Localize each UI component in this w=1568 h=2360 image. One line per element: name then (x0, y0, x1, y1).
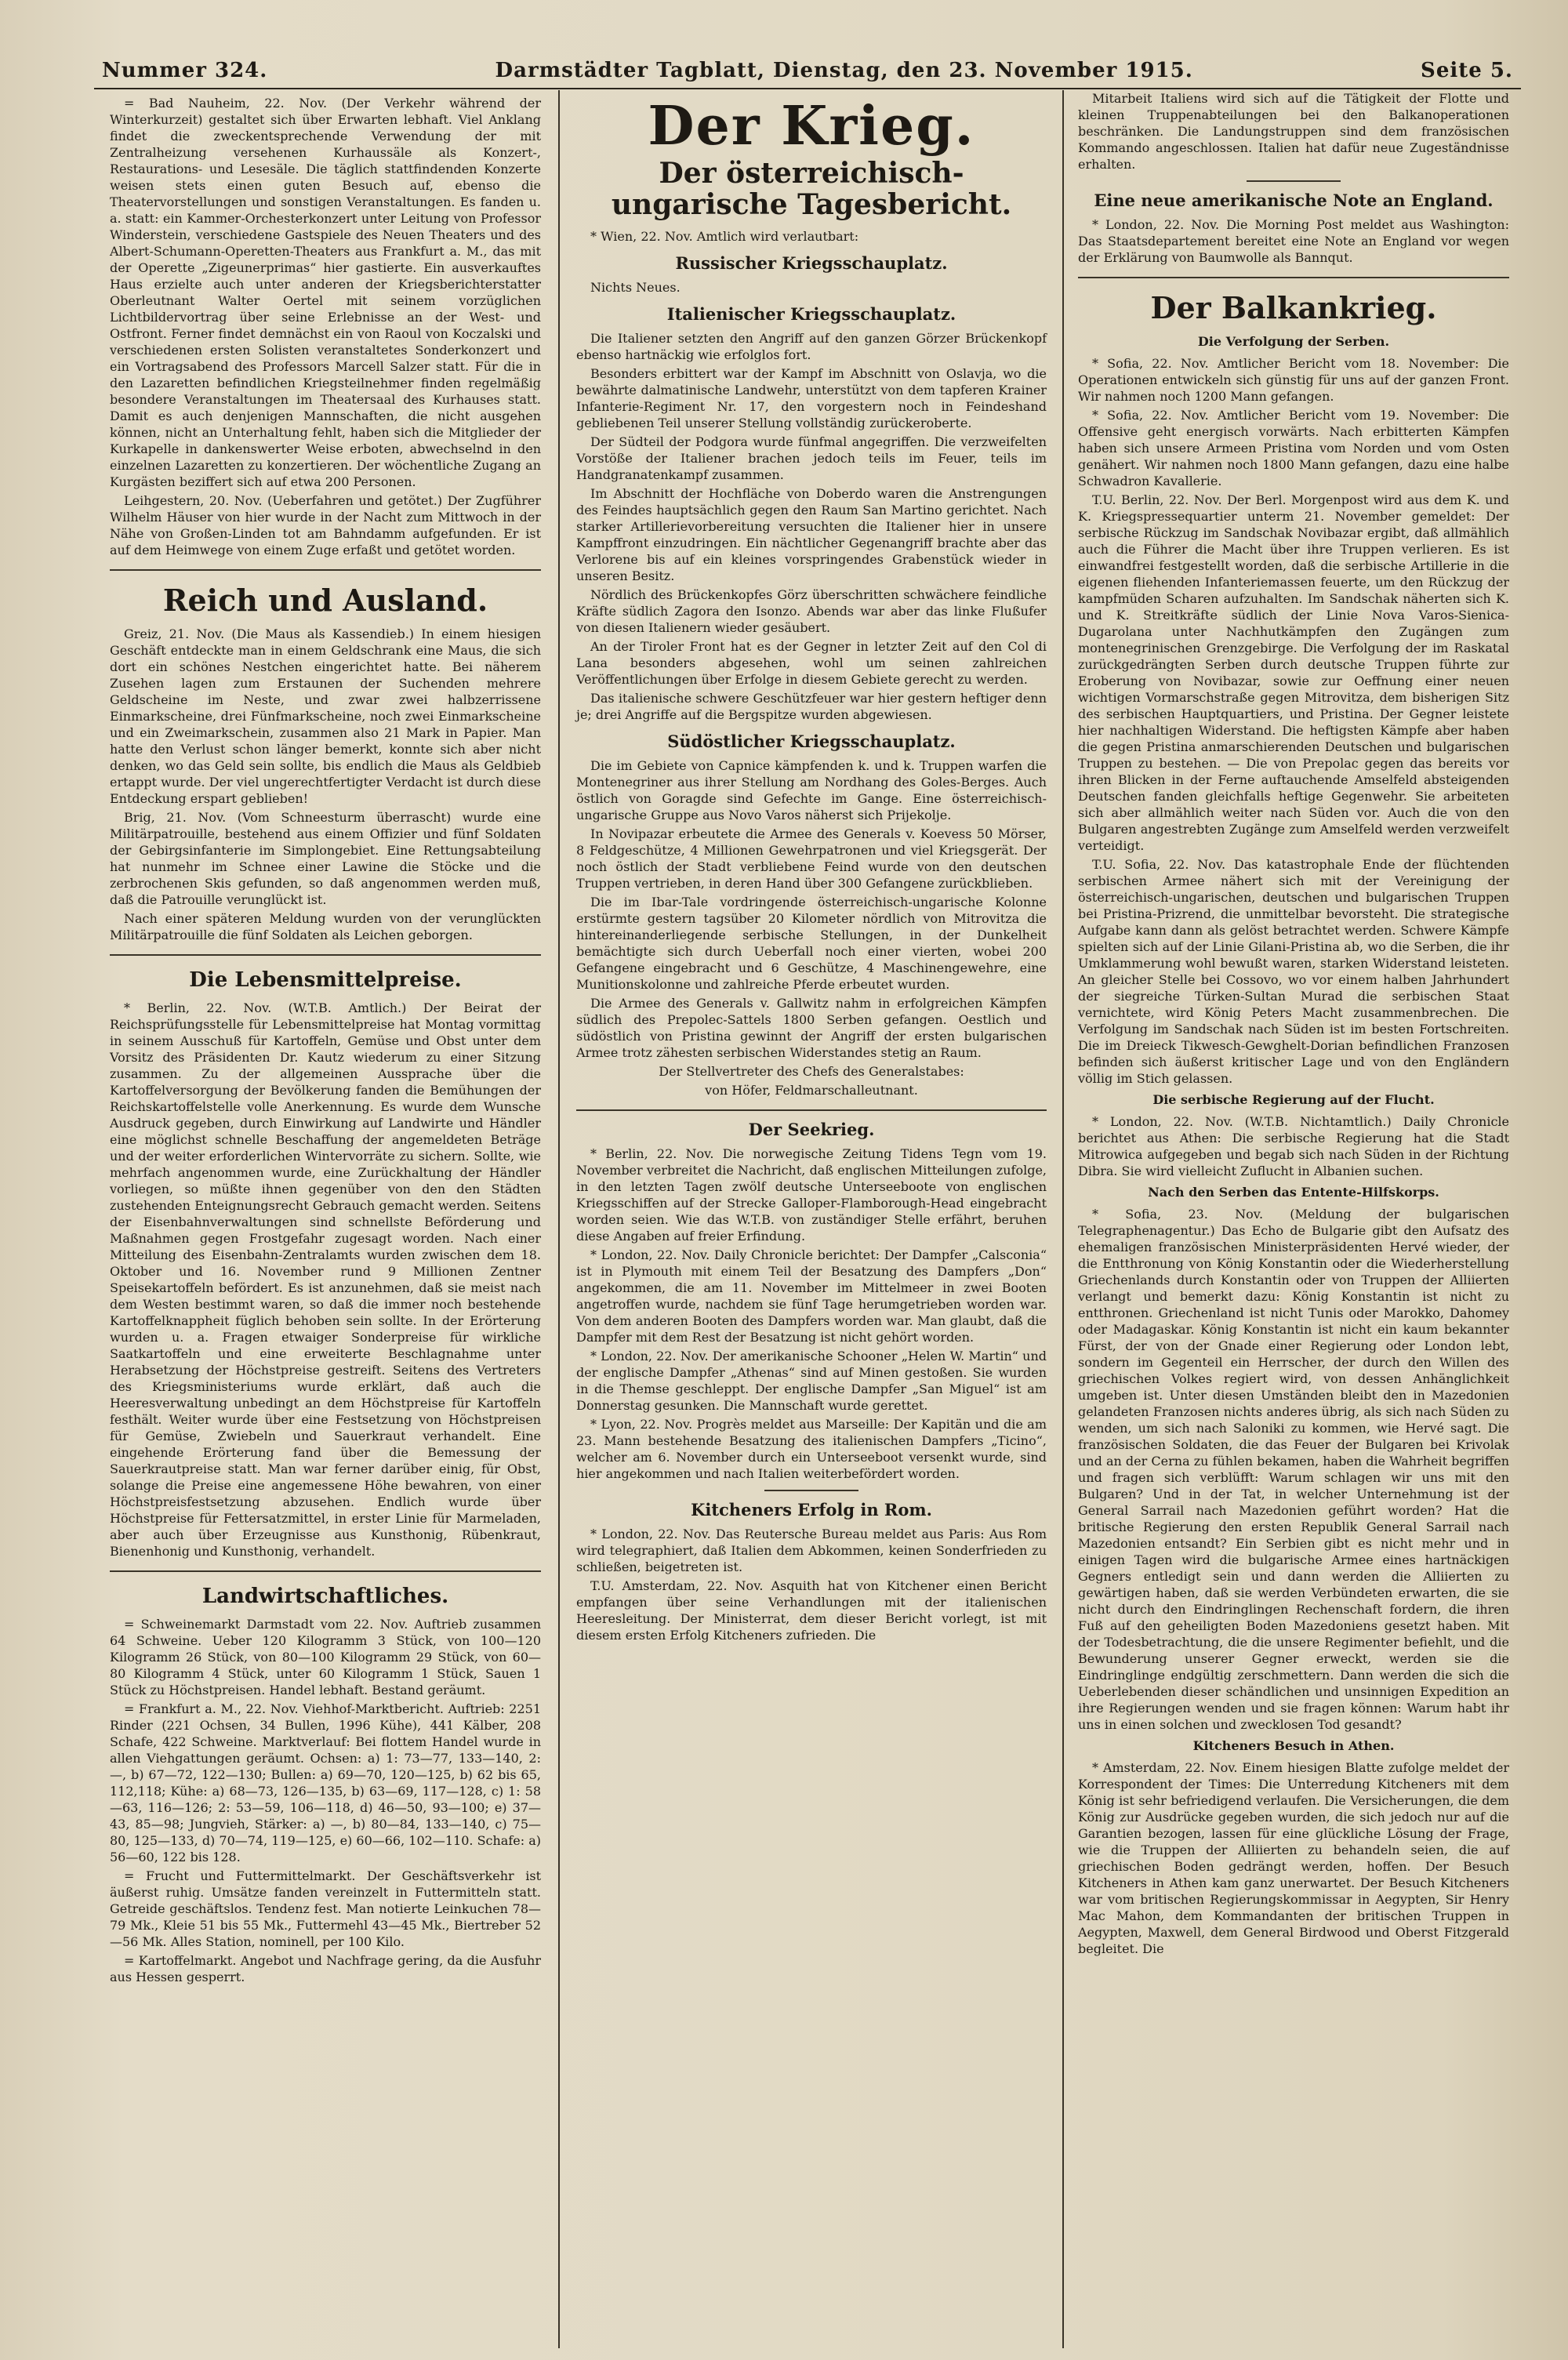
article-paragraph: * Sofia, 22. Nov. Amtlicher Bericht vom 19. November: Die Offensive geht energisch vorwärts. Nach erbitterten Kämpfen haben sich unsere Armeen Pristina vom Norden und vom Osten genähert. Wir nahmen noch 1800 Mann gefangen, dazu eine halbe Schwadron Kavallerie. (1078, 408, 1509, 488)
section-heading: Die Lebensmittelpreise. (189, 968, 462, 992)
section-divider (1078, 277, 1509, 278)
article-paragraph: Die Armee des Generals v. Gallwitz nahm in erfolgreichen Kämpfen südlich des Prepolec-Sattels 1800 Serben gefangen. Oestlich und südöstlich von Pristina gewinnt der Angriff der ersten bulgarischen Armee trotz zähesten serbischen Widerstandes stetig an Raum. (576, 996, 1047, 1060)
column-divider (558, 90, 560, 2348)
article-paragraph: * London, 22. Nov. (W.T.B. Nichtamtlich.) Daily Chronicle berichtet aus Athen: Die serbische Regierung hat die Stadt Mitrowica aufgegeben und begab sich nach Süden in der Richtung Dibra. Sie wird vielleicht Zuflucht in Albanien suchen. (1078, 1114, 1509, 1178)
article-paragraph: * London, 22. Nov. Daily Chronicle berichtet: Der Dampfer „Calsconia“ ist in Plymouth mit einem Teil der Besatzung des Dampfers „Don“ angekommen, die am 11. November im Mittelmeer in zwei Booten angetroffen wurde, nachdem sie fünf Tage herumgetrieben worden war. Von dem anderen Booten des Dampfers worden war. Man glaubt, daß die Dampfer mit dem Rest der Besatzung ist nicht gehört worden. (576, 1247, 1047, 1345)
article-paragraph: Das italienische schwere Geschützfeuer war hier gestern heftiger denn je; drei Angriffe auf die Bergspitze wurden abgewiesen. (576, 691, 1047, 722)
signature-line: von Höfer, Feldmarschalleutnant. (705, 1083, 918, 1098)
column-divider (1062, 90, 1064, 2348)
page-number: Seite 5. (1421, 59, 1513, 82)
subsection-heading: Italienischer Kriegsschauplatz. (666, 304, 956, 324)
article-paragraph: = Frankfurt a. M., 22. Nov. Viehhof-Marktbericht. Auftrieb: 2251 Rinder (221 Ochsen, 34 Bullen, 1996 Kühe), 441 Kälber, 208 Schafe, 422 Schweine. Marktverlauf: Bei flottem Handel wurde in allen Viehgattungen geräumt. Ochsen: a) 1: 73—77, 133—140, 2: —, b) 67—72, 122—130; Bullen: a) 69—70, 120—125, b) 62 bis 65, 112,118; Kühe: a) 68—73, 126—135, b) 63—69, 117—128, c) 1: 58—63, 116—126; 2: 53—59, 106—118, d) 46—50, 93—100; e) 37—43, 85—98; Jungvieh, Stärker: a) —, b) 80—84, 133—140, c) 75—80, 125—133, d) 70—74, 119—125, e) 60—66, 102—110. Schafe: a) 56—60, 122 bis 128. (110, 1701, 541, 1864)
sub-headline: Der österreichisch-ungarische Tagesbericht. (611, 157, 1012, 221)
article-paragraph: * Sofia, 23. Nov. (Meldung der bulgarischen Telegraphenagentur.) Das Echo de Bulgarie gibt den Aufsatz des ehemaligen französischen Ministerpräsidenten Hervé wieder, der die Entthronung von König Konstantin oder die Wiederherstellung Griechenlands durch Konstantin oder von Truppen der Alliierten verlangt und bemerkt dazu: König Konstantin ist nicht zu entthronen. Griechenland ist nicht Tunis oder Marokko, Dahomey oder Madagaskar. König Konstantin ist nicht ein kaum bekannter Fürst, der von der Gnade einer Regierung oder London lebt, sondern im Gegenteil ein Herrscher, der durch den Willen des griechischen Volkes regiert wird, von dessen Anhänglichkeit umgeben ist. Unter diesen Umständen bleibt den in Mazedonien gelandeten Franzosen nichts anderes übrig, als sich nach Süden zu wenden, um sich nach Saloniki zu kommen, wie Hervé sagt. Die französischen Soldaten, die das Feuer der Bulgaren bei Krivolak und an der Cerna zu fühlen bekamen, haben die Wahrheit begriffen und fragen sich verblüfft: Warum schlagen wir uns mit den Bulgaren? Und in der Tat, in welcher Unternehmung ist der General Sarrail nach Mazedonien geführt worden? Hat die britische Regierung den ersten Republik General Sarrail nach Mazedonien entsandt? Ein Serbien gibt es nicht mehr und in einigen Tagen wird die bulgarische Armee eines hartnäckigen Gegners entledigt sein und dann werden die Alliierten zu gewärtigen haben, daß sie werden Verbündeten erwarten, die sie nicht durch den Eindringlingen Rechenschaft fordern, die ihren Fuß auf den geheiligten Boden Mazedoniens gesetzt haben. Mit der Todesbetrachtung, die die unsere Regimenter befiehlt, und die Bewunderung unserer Gegner erweckt, werden sie die Eindringlinge endgültig zerschmettern. Dann werden die sich die Ueberlebenden dieser schändlichen und unsinnigen Expedition an ihre Regierungen wenden und sie fragen können: Warum habt ihr uns in einen solchen und zwecklosen Tod gesandt? (1078, 1207, 1509, 1732)
masthead (102, 55, 1513, 86)
masthead-rule (94, 88, 1521, 89)
article-paragraph: T.U. Amsterdam, 22. Nov. Asquith hat von Kitchener einen Bericht empfangen über seine Verhandlungen mit der italienischen Heeresleitung. Der Ministerrat, dem dieser Bericht vorlegt, ist mit diesem ersten Erfolg Kitcheners zufrieden. Die (576, 1578, 1047, 1643)
article-paragraph: Besonders erbittert war der Kampf im Abschnitt von Oslavja, wo die bewährte dalmatinische Landwehr, unterstützt von dem tapferen Krainer Infanterie-Regiment Nr. 17, den vorgestern noch in Feindeshand gebliebenen Teil unserer Stellung vollständig zurückeroberte. (576, 366, 1047, 430)
section-heading: Landwirtschaftliches. (201, 1585, 449, 1608)
article-paragraph: T.U. Berlin, 22. Nov. Der Berl. Morgenpost wird aus dem K. und K. Kriegspressequartier unterm 21. November gemeldet: Der serbische Rückzug im Sandschak Novibazar ergibt, daß allmählich auch die Führer die Macht über ihre Truppen verlieren. Es ist einwandfrei festgestellt worden, daß die serbische Artillerie in die eigenen fliehenden Infanteriemassen feuerte, um den Rückzug der kampfmüden Scharen aufzuhalten. Im Sandschak näherten sich K. und K. Streitkräfte südlich der Linie Nova Varos-Sienica-Dugarolana unter Nachhutkämpfen den Zugängen zum montenegrinischen Grenzgebirge. Die Verfolgung der im Raskatal zurückgedrängten Serben durch deutsche Truppen führte zur Eroberung von Novibazar, sowie zur Oeffnung einer neuen wichtigen Vormarschstraße gegen Mitrovitza, dem bisherigen Sitz des serbischen Hauptquartiers, und Pristina. Der Gegner leistete hier nachhaltigen Widerstand. Die heftigsten Kämpfe aber haben die gegen Pristina anmarschierenden Deutschen und bulgarischen Truppen zu bestehen. — Die von Prepolac gegen das bereits vor ihren Blicken in der Ferne auftauchende Amselfeld absteigenden Deutschen fanden gleichfalls heftige Gegenwehr. Sie arbeiteten sich aber allmählich weiter nach Süden vor. Auch die von den Bulgaren angestrebten Zugänge zum Amselfeld werden verzweifelt verteidigt. (1078, 492, 1509, 853)
article-paragraph: Greiz, 21. Nov. (Die Maus als Kassendieb.) In einem hiesigen Geschäft entdeckte man in einem Geldschrank eine Maus, die sich dort ein schönes Nestchen eingerichtet hatte. Bei näherem Zusehen lagen zum Erstaunen der Suchenden mehrere Geldscheine im Neste, und zwar zwei halbzerrissene Einmarkscheine, drei Fünfmarkscheine, noch zwei Einmarkscheine und ein Zweimarkschein, zusammen also 21 Mark in Papier. Man hatte den Verlust schon länger bemerkt, konnte sich aber nicht denken, wo das Geld sein sollte, bis endlich die Maus als Geldbieb ertappt wurde. Der viel ungerechtfertigter Verdacht ist durch diese Entdeckung erspart geblieben! (110, 626, 541, 806)
newspaper-title: Darmstädter Tagblatt, Dienstag, den 23. November 1915. (495, 59, 1193, 82)
article-paragraph: * London, 22. Nov. Der amerikanische Schooner „Helen W. Martin“ und der englische Dampfer „Athenas“ sind auf Minen gestoßen. Sie wurden in die Themse geschleppt. Der englische Dampfer „San Miguel“ ist am Donnerstag gesunken. Die Mannschaft wurde gerettet. (576, 1349, 1047, 1413)
article-paragraph: * Amsterdam, 22. Nov. Einem hiesigen Blatte zufolge meldet der Korrespondent der Times: Die Unterredung Kitcheners mit dem König ist sehr befriedigend verlaufen. Die Versicherungen, die dem König zur Ausdrücke gegeben wurden, die sich jedoch nur auf die Garantien bezogen, lassen für eine glückliche Lösung der Frage, wie die Truppen der Alliierten zu behandeln seien, die auf griechischen Boden gedrängt werden, hoffen. Der Besuch Kitcheners in Athen kam ganz unerwartet. Der Besuch Kitcheners war vom britischen Regierungskommissar in Aegypten, Sir Henry Mac Mahon, dem Kommandanten der britischen Truppen in Aegypten, Maxwell, dem General Birdwood und Oberst Fitzgerald begleitet. Die (1078, 1760, 1509, 1956)
article-paragraph: Die im Ibar-Tale vordringende österreichisch-ungarische Kolonne erstürmte gestern tagsüber 20 Kilometer nördlich von Mitrovitza die hintereinanderliegende serbische Stellungen, in der Dunkelheit bemächtigte sich durch Ueberfall noch einer vierten, wobei 200 Gefangene eingebracht und 6 Geschütze, 4 Maschinengewehre, eine Munitionskolonne und zahlreiche Pferde erbeutet wurden. (576, 895, 1047, 992)
article-paragraph: * Lyon, 22. Nov. Progrès meldet aus Marseille: Der Kapitän und die am 23. Mann bestehende Besatzung des italienischen Dampfers „Ticino“, welcher am 6. November durch ein Unterseeboot versenkt wurde, sind hier angekommen und nach Italien weiterbefördert worden. (576, 1417, 1047, 1481)
subsection-heading: Südöstlicher Kriegsschauplatz. (667, 732, 956, 751)
article-paragraph: * Berlin, 22. Nov. Die norwegische Zeitung Tidens Tegn vom 19. November verbreitet die Nachricht, daß englischen Mitteilungen zufolge, in den letzten Tagen zwölf deutsche Unterseeboote von englischen Kriegsschiffen auf der Strecke Galloper-Flamborough-Head eingebracht worden seien. Wie das W.T.B. von zuständiger Stelle erfährt, beruhen diese Angaben auf freier Erfindung. (576, 1146, 1047, 1244)
article-paragraph: Die Italiener setzten den Angriff auf den ganzen Görzer Brückenkopf ebenso hartnäckig wie erfolglos fort. (576, 331, 1047, 362)
section-heading: Der Balkankrieg. (1150, 290, 1437, 325)
column-left (110, 90, 541, 1988)
column-right (1078, 90, 1509, 1959)
section-divider (764, 1490, 858, 1491)
article-paragraph: Die im Gebiete von Capnice kämpfenden k. und k. Truppen warfen die Montenegriner aus ihrer Stellung am Nordhang des Goles-Berges. Auch östlich von Goragde sind Gefechte im Gange. Eine österreichisch-ungarische Gruppe aus Novo Varos näherst sich Prijekolje. (576, 758, 1047, 822)
subsection-heading: Die serbische Regierung auf der Flucht. (1152, 1092, 1435, 1107)
section-divider (576, 1109, 1047, 1111)
article-paragraph: Mitarbeit Italiens wird sich auf die Tätigkeit der Flotte und kleinen Truppenabteilungen bei den Balkanoperationen beschränken. Die Landungstruppen sind dem französischen Kommando angeschlossen. Italien hat dafür neue Zugeständnisse erhalten. (1078, 91, 1509, 172)
article-bad-nauheim (110, 95, 541, 558)
article-paragraph: Nach einer späteren Meldung wurden von der verunglückten Militärpatrouille die fünf Soldaten als Leichen geborgen. (110, 911, 541, 942)
article-paragraph: = Kartoffelmarkt. Angebot und Nachfrage gering, da die Ausfuhr aus Hessen gesperrt. (110, 1953, 541, 1984)
subsection-heading: Nach den Serben das Entente-Hilfskorps. (1148, 1185, 1439, 1200)
article-paragraph: Nördlich des Brückenkopfes Görz überschritten schwächere feindliche Kräfte südlich Zagora den Isonzo. Abends war aber das linke Flußufer von diesen Italienern wieder gesäubert. (576, 587, 1047, 635)
column-middle (576, 90, 1047, 1646)
section-divider (110, 569, 541, 571)
main-headline: Der Krieg. (648, 95, 975, 158)
article-paragraph: = Schweinemarkt Darmstadt vom 22. Nov. Auftrieb zusammen 64 Schweine. Ueber 120 Kilogramm 3 Stück, von 100—120 Kilogramm 26 Stück, von 80—100 Kilogramm 29 Stück, von 60—80 Kilogramm 4 Stück, unter 60 Kilogramm 1 Stück, Sauen 1 Stück zu Höchstpreisen. Handel lebhaft. Bestand geräumt. (110, 1617, 541, 1697)
section-heading: Reich und Ausland. (162, 583, 488, 618)
section-heading: Kitcheners Erfolg in Rom. (691, 1500, 932, 1519)
article-paragraph: Leihgestern, 20. Nov. (Ueberfahren und getötet.) Der Zugführer Wilhelm Häuser von hier wurde in der Nacht zum Mittwoch in der Nähe von Großen-Linden tot am Bahndamm aufgefunden. Er ist auf dem Heimwege von einem Zuge erfaßt und getötet worden. (110, 493, 541, 557)
article-paragraph: Der Südteil der Podgora wurde fünfmal angegriffen. Die verzweifelten Vorstöße der Italiener brachen jedoch teils im Feuer, teils im Handgranatenkampf zusammen. (576, 434, 1047, 482)
article-paragraph: * London, 22. Nov. Die Morning Post meldet aus Washington: Das Staatsdepartement bereitet eine Note an England vor wegen der Erklärung von Baumwolle als Bannqut. (1078, 217, 1509, 265)
article-paragraph: An der Tiroler Front hat es der Gegner in letzter Zeit auf den Col di Lana besonders abgesehen, wohl um seinen zahlreichen Veröffentlichungen über Erfolge in diesem Gebiete gerecht zu werden. (576, 639, 1047, 687)
article-paragraph: Im Abschnitt der Hochfläche von Doberdo waren die Anstrengungen des Feindes hauptsächlich gegen den Raum San Martino gerichtet. Nach starker Artillerievorbereitung versuchten die Italiener hier in unsere Kampffront einzudringen. Ein nächtlicher Gegenangriff brachte aber das Verlorene bis auf ein kleines vorspringendes Grabenstück wieder in unseren Besitz. (576, 486, 1047, 583)
section-divider (1247, 180, 1341, 182)
signature-line: Der Stellvertreter des Chefs des Generalstabes: (659, 1064, 964, 1079)
dateline: * Wien, 22. Nov. Amtlich wird verlautbart: (590, 229, 859, 244)
section-divider (110, 954, 541, 956)
article-paragraph: * London, 22. Nov. Das Reutersche Bureau meldet aus Paris: Aus Rom wird telegraphiert, daß Italien dem Abkommen, keinen Sonderfrieden zu schließen, beigetreten ist. (576, 1527, 1047, 1574)
section-heading: Der Seekrieg. (748, 1120, 875, 1139)
issue-number: Nummer 324. (102, 59, 268, 82)
article-paragraph: In Novipazar erbeutete die Armee des Generals v. Koevess 50 Mörser, 8 Feldgeschütze, 4 Millionen Gewehrpatronen und viel Kriegsgerät. Der noch östlich der Stadt verbliebene Feind wurde von den deutschen Truppen vertrieben, in deren Hand über 300 Gefangene zurückblieben. (576, 826, 1047, 891)
article-paragraph: = Bad Nauheim, 22. Nov. (Der Verkehr während der Winterkurzeit) gestaltet sich über Erwarten lebhaft. Viel Anklang findet die zweckentsprechende Verwendung der mit Zentralheizung versehenen Kurhaussäle als Konzert-, Restaurations- und Lesesäle. Die täglich stattfindenden Konzerte weisen stets einen guten Besuch auf, ebenso die Theatervorstellungen und sonstigen Veranstaltungen. Es fanden u. a. statt: ein Kammer-Orchesterkonzert unter Leitung von Professor Winderstein, verschiedene Gastspiele des Neuen Theaters und des Albert-Schumann-Operetten-Theaters aus Frankfurt a. M., das mit der Operette „Zigeunerprimas“ hier gastierte. Ein ausverkauftes Haus erzielte auch unter anderen der Kriegsberichterstatter Oberleutnant Walter Oertel mit seinem vorzüglichen Lichtbildervortrag über seine Erlebnisse an der West- und Ostfront. Ferner findet demnächst ein von Raoul von Koczalski und verschiedenen ersten Solisten veranstaltetes Sonderkonzert und ein Vortragsabend des Professors Marcell Salzer statt. Für die in den Lazaretten befindlichen Kriegsteilnehmer finden regelmäßig besondere Veranstaltungen im Theatersaal des Kurhauses statt. Damit es auch denjenigen Mannschaften, die nicht ausgehen können, nicht an Unterhaltung fehlt, haben sich die Mitglieder der Kurkapelle in dankenswerter Weise erboten, abwechselnd in den einzelnen Lazaretten zu konzertieren. Der wöchentliche Zugang an Kurgästen beziffert sich auf etwa 200 Personen. (110, 96, 541, 489)
subsection-heading: Die Verfolgung der Serben. (1197, 334, 1390, 349)
article-paragraph: * Berlin, 22. Nov. (W.T.B. Amtlich.) Der Beirat der Reichsprüfungsstelle für Lebensmittelpreise hat Montag vormittag in seinem Ausschuß für Kartoffeln, Gemüse und Obst unter dem Vorsitz des Präsidenten Dr. Kautz wiederum zu einer Sitzung zusammen. Zu der allgemeinen Aussprache über die Kartoffelversorgung der Bevölkerung fanden die Bemühungen der Reichskartoffelstelle volle Anerkennung. Es wurde dem Wunsche Ausdruck gegeben, durch Einwirkung auf Landwirte und Händler eine möglichst schnelle Beschaffung der angemeldeten Beträge und der weiter erforderlichen Wintervorräte zu sichern. Sollte, wie mehrfach angenommen wurde, eine Zurückhaltung der Händler vorliegen, so müßte ihnen gegenüber von den den Städten zustehenden Enteignungsrecht Gebrauch gemacht werden. Seitens der Eisenbahnverwaltungen sind schnellste Beförderung und Maßnahmen gegen Frostgefahr zugesagt worden. Nach einer Mitteilung des Eisenbahn-Zentralamts wurden zwischen dem 18. Oktober und 16. November rund 9 Millionen Zentner Speisekartoffeln befördert. Es ist anzunehmen, daß sie meist nach dem Westen bestimmt waren, so daß die immer noch bestehende Kartoffelknappheit füglich behoben sein sollte. In der Erörterung wurden u. a. Fragen etwaiger Sonderpreise für wirkliche Saatkartoffeln und eine erweiterte Beschlagnahme unter Herabsetzung der Höchstpreise gestreift. Seitens des Vertreters des Kriegsministeriums wurde erklärt, daß auch die Heeresverwaltung unbedingt an dem Höchstpreise für Kartoffeln festhält. Weiter wurde über eine Festsetzung von Höchstpreisen für Gemüse, Zwiebeln und Sauerkraut verhandelt. Eine eingehende Erörterung fand über die Bemessung der Sauerkrautpreise statt. Man war ferner darüber einig, für Obst, solange die Preise eine angemessene Höhe bewahren, von einer Höchstpreisfestsetzung abzusehen. Endlich wurde über Höchstpreise für Fettersatzmittel, in erster Linie für Marmeladen, aber auch über Erzeugnisse aus Kunsthonig, Rübenkraut, Bienenhonig und Kunsthonig, verhandelt. (110, 1000, 541, 1559)
subsection-heading: Kitcheners Besuch in Athen. (1192, 1738, 1395, 1753)
subsection-heading: Russischer Kriegsschauplatz. (675, 253, 948, 273)
article-paragraph: Brig, 21. Nov. (Vom Schneesturm überrascht) wurde eine Militärpatrouille, bestehend aus einem Offizier und fünf Soldaten der Gebirgsinfanterie im Simplongebiet. Eine Rettungsabteilung hat nunmehr im Schnee einer Lawine die Stöcke und die zerbrochenen Skis gefunden, so daß angenommen werden muß, daß die Patrouille verunglückt ist. (110, 810, 541, 907)
section-divider (110, 1570, 541, 1572)
article-paragraph: * Sofia, 22. Nov. Amtlicher Bericht vom 18. November: Die Operationen entwickeln sich günstig für uns auf der ganzen Front. Wir nahmen noch 1200 Mann gefangen. (1078, 356, 1509, 404)
section-heading: Eine neue amerikanische Note an England. (1094, 191, 1494, 210)
article-paragraph: = Frucht und Futtermittelmarkt. Der Geschäftsverkehr ist äußerst ruhig. Umsätze fanden vereinzelt in Futtermitteln statt. Getreide geschäftslos. Tendenz fest. Man notierte Leinkuchen 78—79 Mk., Kleie 51 bis 55 Mk., Futtermehl 43—45 Mk., Biertreber 52—56 Mk. Alles Station, nominell, per 100 Kilo. (110, 1868, 541, 1949)
article-paragraph: Nichts Neues. (590, 280, 681, 295)
article-paragraph: T.U. Sofia, 22. Nov. Das katastrophale Ende der flüchtenden serbischen Armee nähert sich mit der Vereinigung der österreichisch-ungarischen, deutschen und bulgarischen Truppen bei Pristina-Prizrend, die unmittelbar bevorsteht. Die strategische Aufgabe kann dann als gelöst betrachtet werden. Schwere Kämpfe spielten sich auf der Linie Gilani-Pristina ab, wo die Serben, die ihr Umklammerung wohl bewußt waren, starken Widerstand leisteten. An gleicher Stelle bei Cossovo, wo vor einem halben Jahrhundert der siegreiche Türken-Sultan Murad die serbischen Staat vernichtete, wird König Peters Macht zusammenbrechen. Die Verfolgung im Sandschak nach Süden ist im besten Fortschreiten. Die im Dreieck Tikwesch-Gewghelt-Dorian befindlichen Franzosen befinden sich äußerst kritischer Lage und von den Engländern völlig im Stich gelassen. (1078, 857, 1509, 1086)
